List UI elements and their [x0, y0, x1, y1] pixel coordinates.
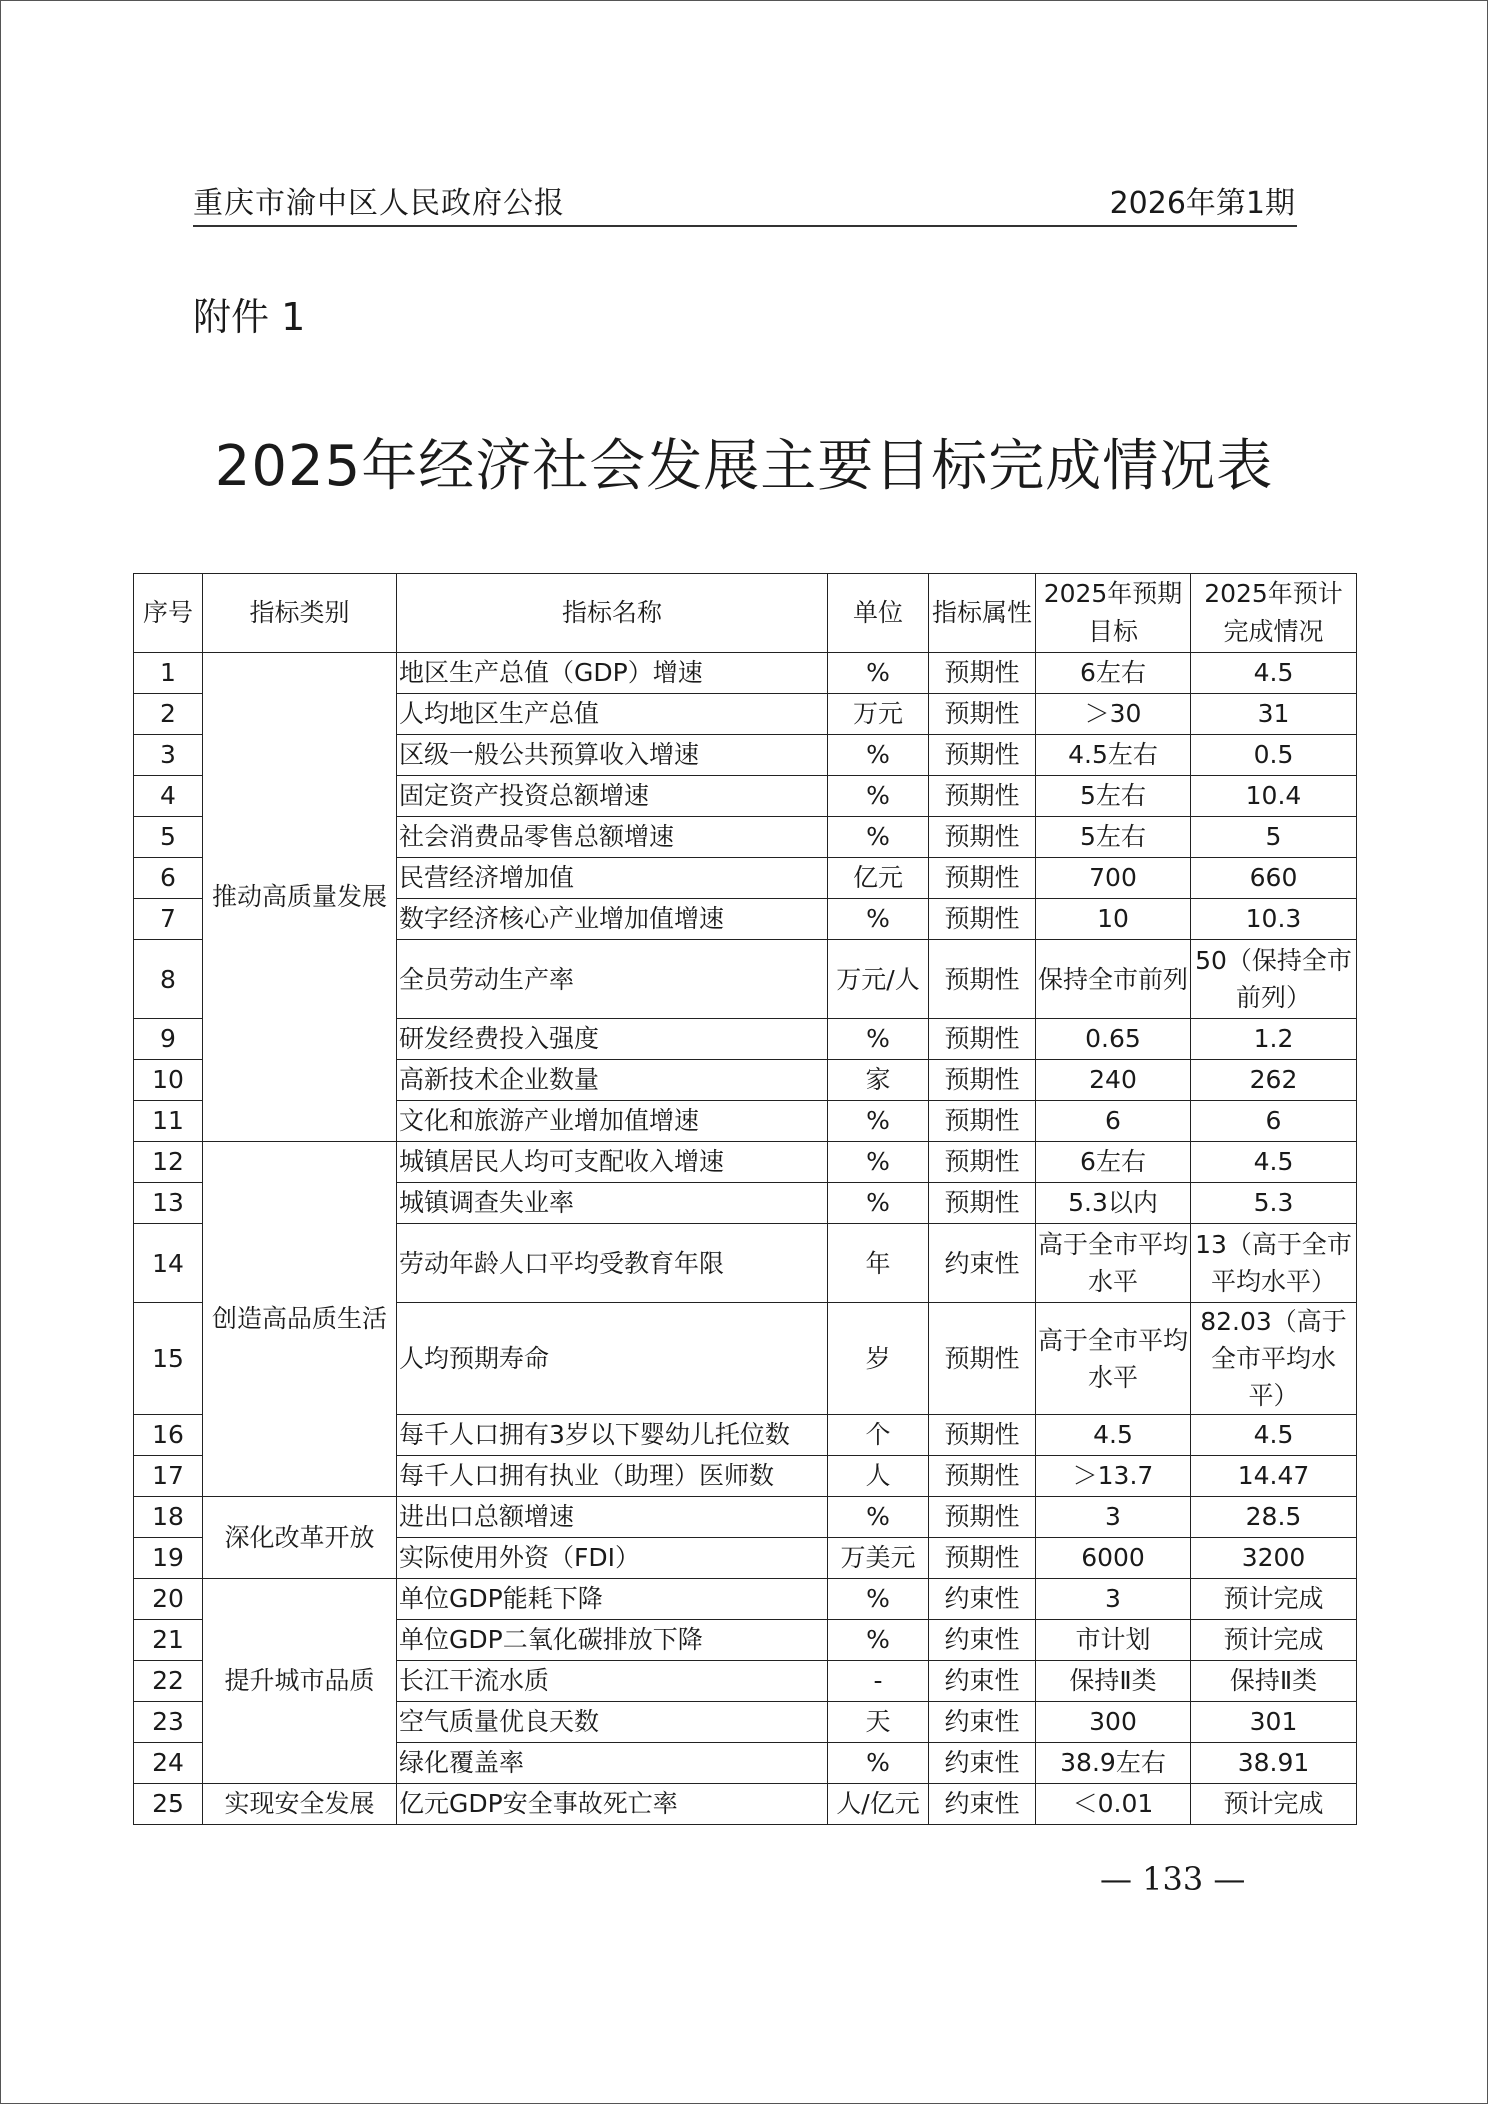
indicator-attribute: 约束性	[929, 1579, 1036, 1620]
actual-value: 5.3	[1191, 1183, 1357, 1224]
indicator-name: 城镇调查失业率	[397, 1183, 828, 1224]
target-value: 3	[1036, 1579, 1191, 1620]
indicator-attribute: 预期性	[929, 694, 1036, 735]
indicator-name: 人均预期寿命	[397, 1303, 828, 1415]
indicator-unit: %	[828, 817, 929, 858]
col-header-attr: 指标属性	[929, 574, 1036, 653]
indicator-attribute: 约束性	[929, 1702, 1036, 1743]
actual-value: 262	[1191, 1060, 1357, 1101]
target-value: ＞13.7	[1036, 1456, 1191, 1497]
indicator-unit: 人	[828, 1456, 929, 1497]
target-value: 3	[1036, 1497, 1191, 1538]
indicator-attribute: 约束性	[929, 1620, 1036, 1661]
indicator-category: 提升城市品质	[203, 1579, 397, 1784]
actual-value: 0.5	[1191, 735, 1357, 776]
target-value: 6	[1036, 1101, 1191, 1142]
indicator-name: 区级一般公共预算收入增速	[397, 735, 828, 776]
actual-value: 4.5	[1191, 1415, 1357, 1456]
table-row	[134, 1784, 1357, 1825]
page-title: 2025年经济社会发展主要目标完成情况表	[214, 434, 1274, 499]
indicator-attribute: 约束性	[929, 1743, 1036, 1784]
indicator-unit: %	[828, 1743, 929, 1784]
target-value: 38.9左右	[1036, 1743, 1191, 1784]
header-rule	[193, 225, 1297, 227]
indicator-unit: %	[828, 735, 929, 776]
indicator-unit: 万元/人	[828, 940, 929, 1019]
table-body	[134, 653, 1357, 1825]
indicator-attribute: 预期性	[929, 899, 1036, 940]
indicator-attribute: 预期性	[929, 1303, 1036, 1415]
indicator-unit: 家	[828, 1060, 929, 1101]
indicator-attribute: 预期性	[929, 1456, 1036, 1497]
row-number: 19	[134, 1538, 203, 1579]
col-header-unit: 单位	[828, 574, 929, 653]
indicator-name: 绿化覆盖率	[397, 1743, 828, 1784]
target-value: 保持Ⅱ类	[1036, 1661, 1191, 1702]
target-value: 6000	[1036, 1538, 1191, 1579]
indicator-attribute: 预期性	[929, 1142, 1036, 1183]
indicator-name: 城镇居民人均可支配收入增速	[397, 1142, 828, 1183]
indicator-unit: 年	[828, 1224, 929, 1303]
indicator-attribute: 预期性	[929, 940, 1036, 1019]
target-value: 市计划	[1036, 1620, 1191, 1661]
indicator-unit: 万美元	[828, 1538, 929, 1579]
row-number: 22	[134, 1661, 203, 1702]
indicator-unit: %	[828, 1183, 929, 1224]
indicator-unit: %	[828, 653, 929, 694]
gazette-name: 重庆市渝中区人民政府公报	[193, 186, 565, 221]
indicator-name: 研发经费投入强度	[397, 1019, 828, 1060]
indicator-attribute: 预期性	[929, 653, 1036, 694]
row-number: 25	[134, 1784, 203, 1825]
row-number: 5	[134, 817, 203, 858]
target-value: 5左右	[1036, 817, 1191, 858]
row-number: 12	[134, 1142, 203, 1183]
indicator-attribute: 预期性	[929, 1497, 1036, 1538]
indicator-name: 每千人口拥有执业（助理）医师数	[397, 1456, 828, 1497]
actual-value: 预计完成	[1191, 1579, 1357, 1620]
actual-value: 10.3	[1191, 899, 1357, 940]
col-header-actual: 2025年预计完成情况	[1191, 574, 1357, 653]
indicator-attribute: 预期性	[929, 735, 1036, 776]
actual-value: 31	[1191, 694, 1357, 735]
indicator-name: 单位GDP能耗下降	[397, 1579, 828, 1620]
indicator-attribute: 预期性	[929, 1019, 1036, 1060]
indicator-category: 深化改革开放	[203, 1497, 397, 1579]
indicator-unit: 人/亿元	[828, 1784, 929, 1825]
target-value: 保持全市前列	[1036, 940, 1191, 1019]
col-header-target: 2025年预期目标	[1036, 574, 1191, 653]
table-row	[134, 653, 1357, 694]
indicator-name: 地区生产总值（GDP）增速	[397, 653, 828, 694]
indicator-unit: %	[828, 1497, 929, 1538]
indicator-unit: %	[828, 1579, 929, 1620]
indicator-name: 数字经济核心产业增加值增速	[397, 899, 828, 940]
targets-table	[133, 573, 1357, 1825]
issue-number: 2026年第1期	[1109, 186, 1295, 221]
indicator-attribute: 预期性	[929, 1183, 1036, 1224]
target-value: 240	[1036, 1060, 1191, 1101]
indicator-name: 文化和旅游产业增加值增速	[397, 1101, 828, 1142]
actual-value: 28.5	[1191, 1497, 1357, 1538]
target-value: 700	[1036, 858, 1191, 899]
indicator-name: 固定资产投资总额增速	[397, 776, 828, 817]
target-value: 6左右	[1036, 1142, 1191, 1183]
row-number: 8	[134, 940, 203, 1019]
target-value: 高于全市平均水平	[1036, 1303, 1191, 1415]
actual-value: 预计完成	[1191, 1784, 1357, 1825]
target-value: 高于全市平均水平	[1036, 1224, 1191, 1303]
indicator-attribute: 约束性	[929, 1224, 1036, 1303]
indicator-category: 实现安全发展	[203, 1784, 397, 1825]
row-number: 20	[134, 1579, 203, 1620]
target-value: 5.3以内	[1036, 1183, 1191, 1224]
indicator-attribute: 预期性	[929, 858, 1036, 899]
indicator-unit: %	[828, 1101, 929, 1142]
target-value: 10	[1036, 899, 1191, 940]
row-number: 4	[134, 776, 203, 817]
table-row	[134, 1497, 1357, 1538]
actual-value: 82.03（高于全市平均水平）	[1191, 1303, 1357, 1415]
row-number: 21	[134, 1620, 203, 1661]
actual-value: 50（保持全市前列）	[1191, 940, 1357, 1019]
row-number: 16	[134, 1415, 203, 1456]
target-value: 0.65	[1036, 1019, 1191, 1060]
actual-value: 301	[1191, 1702, 1357, 1743]
indicator-name: 劳动年龄人口平均受教育年限	[397, 1224, 828, 1303]
row-number: 1	[134, 653, 203, 694]
actual-value: 5	[1191, 817, 1357, 858]
target-value: 4.5	[1036, 1415, 1191, 1456]
indicator-category: 创造高品质生活	[203, 1142, 397, 1497]
row-number: 24	[134, 1743, 203, 1784]
actual-value: 660	[1191, 858, 1357, 899]
indicator-unit: 万元	[828, 694, 929, 735]
actual-value: 6	[1191, 1101, 1357, 1142]
row-number: 9	[134, 1019, 203, 1060]
actual-value: 4.5	[1191, 653, 1357, 694]
indicator-attribute: 预期性	[929, 1060, 1036, 1101]
col-header-no: 序号	[134, 574, 203, 653]
row-number: 13	[134, 1183, 203, 1224]
indicator-attribute: 预期性	[929, 817, 1036, 858]
indicator-unit: 天	[828, 1702, 929, 1743]
indicator-category: 推动高质量发展	[203, 653, 397, 1142]
indicator-name: 实际使用外资（FDI）	[397, 1538, 828, 1579]
target-value: 300	[1036, 1702, 1191, 1743]
table-row	[134, 1142, 1357, 1183]
indicator-unit: %	[828, 776, 929, 817]
target-value: 5左右	[1036, 776, 1191, 817]
indicator-name: 亿元GDP安全事故死亡率	[397, 1784, 828, 1825]
indicator-unit: 个	[828, 1415, 929, 1456]
row-number: 3	[134, 735, 203, 776]
row-number: 6	[134, 858, 203, 899]
indicator-attribute: 预期性	[929, 776, 1036, 817]
actual-value: 保持Ⅱ类	[1191, 1661, 1357, 1702]
actual-value: 10.4	[1191, 776, 1357, 817]
indicator-unit: %	[828, 899, 929, 940]
actual-value: 4.5	[1191, 1142, 1357, 1183]
indicator-attribute: 预期性	[929, 1415, 1036, 1456]
indicator-unit: %	[828, 1620, 929, 1661]
indicator-attribute: 约束性	[929, 1661, 1036, 1702]
row-number: 15	[134, 1303, 203, 1415]
row-number: 17	[134, 1456, 203, 1497]
indicator-name: 空气质量优良天数	[397, 1702, 828, 1743]
indicator-name: 进出口总额增速	[397, 1497, 828, 1538]
actual-value: 38.91	[1191, 1743, 1357, 1784]
table-header-row	[134, 574, 1357, 653]
page-number: — 133 —	[1100, 1860, 1246, 1898]
row-number: 10	[134, 1060, 203, 1101]
indicator-name: 单位GDP二氧化碳排放下降	[397, 1620, 828, 1661]
indicator-attribute: 预期性	[929, 1101, 1036, 1142]
indicator-name: 全员劳动生产率	[397, 940, 828, 1019]
row-number: 11	[134, 1101, 203, 1142]
indicator-attribute: 预期性	[929, 1538, 1036, 1579]
indicator-name: 每千人口拥有3岁以下婴幼儿托位数	[397, 1415, 828, 1456]
target-value: 4.5左右	[1036, 735, 1191, 776]
attachment-label: 附件 1	[193, 295, 306, 339]
indicator-unit: 亿元	[828, 858, 929, 899]
indicator-name: 长江干流水质	[397, 1661, 828, 1702]
actual-value: 14.47	[1191, 1456, 1357, 1497]
target-value: ＞30	[1036, 694, 1191, 735]
indicator-name: 社会消费品零售总额增速	[397, 817, 828, 858]
indicator-unit: %	[828, 1019, 929, 1060]
col-header-name: 指标名称	[397, 574, 828, 653]
target-value: 6左右	[1036, 653, 1191, 694]
indicator-attribute: 约束性	[929, 1784, 1036, 1825]
actual-value: 3200	[1191, 1538, 1357, 1579]
col-header-category: 指标类别	[203, 574, 397, 653]
indicator-unit: -	[828, 1661, 929, 1702]
actual-value: 1.2	[1191, 1019, 1357, 1060]
row-number: 7	[134, 899, 203, 940]
target-value: ＜0.01	[1036, 1784, 1191, 1825]
indicator-name: 民营经济增加值	[397, 858, 828, 899]
indicator-unit: 岁	[828, 1303, 929, 1415]
row-number: 18	[134, 1497, 203, 1538]
indicator-unit: %	[828, 1142, 929, 1183]
row-number: 23	[134, 1702, 203, 1743]
actual-value: 13（高于全市平均水平）	[1191, 1224, 1357, 1303]
indicator-name: 高新技术企业数量	[397, 1060, 828, 1101]
row-number: 2	[134, 694, 203, 735]
table-row	[134, 1579, 1357, 1620]
indicator-name: 人均地区生产总值	[397, 694, 828, 735]
actual-value: 预计完成	[1191, 1620, 1357, 1661]
row-number: 14	[134, 1224, 203, 1303]
